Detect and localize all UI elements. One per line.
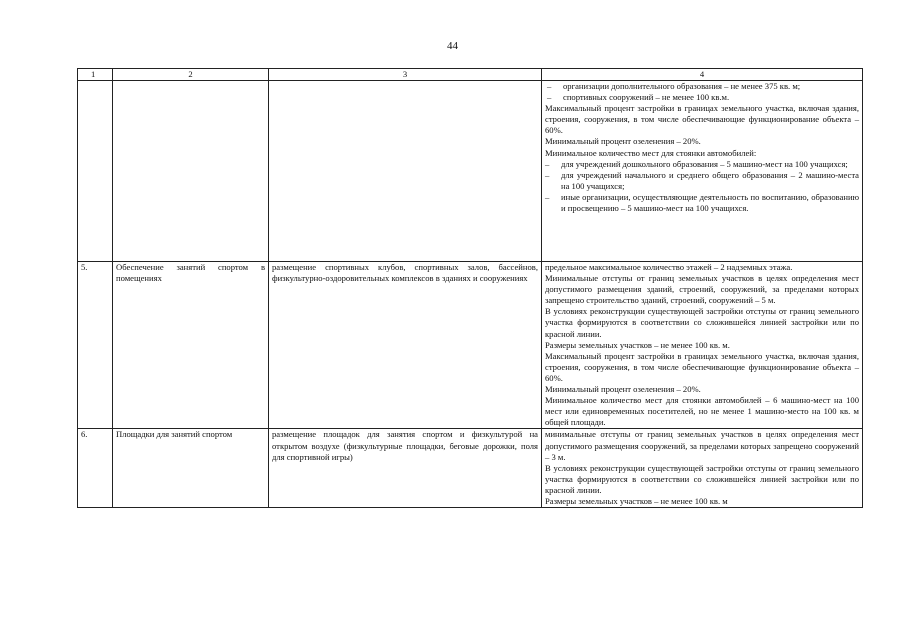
header-col-3: 3 bbox=[269, 69, 542, 81]
header-col-2: 2 bbox=[113, 69, 269, 81]
table-header-row bbox=[78, 69, 863, 81]
use-type-description: размещение площадок для занятия спортом и физкультурой на открытом воздухе (физкультурные площадки, беговые дорожки, поля для спортивной игры) bbox=[269, 429, 542, 508]
list-item bbox=[545, 192, 859, 214]
paragraph: минимальные отступы от границ земельных участков в целях определения мест допустимого размещения сооружений, за пределами которых запрещено сооружений – 3 м. bbox=[545, 429, 859, 462]
list-dash: – bbox=[545, 158, 550, 169]
paragraph: В условиях реконструкции существующей застройки отступы от границ земельного участка формируются в соответствии со сложившейся линией застройки или по красной линии. bbox=[545, 306, 859, 339]
list-dash: – bbox=[547, 92, 552, 103]
list-item-text: организации дополнительного образования – не менее 375 кв. м; bbox=[563, 81, 801, 91]
list-item-text: иные организации, осуществляющие деятельность по воспитанию, образованию и просвещению – 5 машино-мест на 100 учащихся. bbox=[561, 191, 859, 214]
list-item-text: для учреждений начального и среднего общего образования – 2 машино-места на 100 учащихся; bbox=[561, 169, 859, 191]
paragraph: Минимальное количество мест для стоянки автомобилей: bbox=[545, 147, 757, 158]
use-type-description: размещение спортивных клубов, спортивных залов, бассейнов, физкультурно-оздоровительных комплексов в зданиях и сооружениях bbox=[269, 262, 542, 429]
header-col-1: 1 bbox=[78, 69, 113, 81]
zoning-table bbox=[77, 68, 863, 508]
params-cell bbox=[542, 262, 863, 429]
page-number: 44 bbox=[447, 40, 458, 52]
list-dash: – bbox=[545, 191, 550, 202]
paragraph: Размеры земельных участков – не менее 100 кв. м bbox=[545, 495, 728, 506]
paragraph: Минимальный процент озеленения – 20%. bbox=[545, 136, 701, 147]
list-item bbox=[545, 81, 859, 92]
row-number: 6. bbox=[78, 429, 113, 508]
list-item bbox=[545, 92, 859, 103]
use-type-name: Площадки для занятий спортом bbox=[113, 429, 269, 508]
paragraph: Размеры земельных участков – не менее 100 кв. м. bbox=[545, 339, 730, 350]
paragraph: предельное максимальное количество этажей – 2 надземных этажа. bbox=[545, 262, 793, 272]
list-item-text: для учреждений дошкольного образования – 5 машино-мест на 100 учащихся; bbox=[561, 158, 848, 169]
list-item bbox=[545, 170, 859, 192]
paragraph: Минимальный процент озеленения – 20%. bbox=[545, 384, 701, 395]
paragraph: Минимальное количество мест для стоянки автомобилей – 6 машино-мест на 100 мест или единовременных посетителей, но не менее 1 машино-место на 100 кв. м общей площади. bbox=[545, 395, 859, 428]
row-number: 5. bbox=[78, 262, 113, 429]
list-item bbox=[545, 159, 859, 170]
table-row-5 bbox=[78, 262, 863, 429]
table-row-continued bbox=[78, 81, 863, 262]
paragraph: Минимальные отступы от границ земельных участков в целях определения мест допустимого размещения зданий, строений, сооружений, за пределами которых запрещено строительство зданий, строений, сооружений – 5 м. bbox=[545, 273, 859, 306]
paragraph: Максимальный процент застройки в границах земельного участка, включая здания, строения, сооружения, в том числе обеспечивающие функционирование объекта – 60%. bbox=[545, 350, 859, 383]
table-row-6 bbox=[78, 429, 863, 508]
params-cell bbox=[542, 81, 863, 262]
params-cell bbox=[542, 429, 863, 508]
list-item-text: спортивных сооружений – не менее 100 кв.м. bbox=[563, 92, 730, 103]
list-dash: – bbox=[545, 169, 550, 180]
list-dash: – bbox=[547, 81, 552, 91]
use-type-name: Обеспечение занятий спортом в помещениях bbox=[113, 262, 269, 429]
paragraph: В условиях реконструкции существующей застройки отступы от границ земельного участка формируются в соответствии со сложившейся линией застройки или по красной линии. bbox=[545, 462, 859, 495]
paragraph: Максимальный процент застройки в границах земельного участка, включая здания, строения, сооружения, в том числе обеспечивающие функционирование объекта – 60%. bbox=[545, 103, 859, 136]
header-col-4: 4 bbox=[542, 69, 863, 81]
